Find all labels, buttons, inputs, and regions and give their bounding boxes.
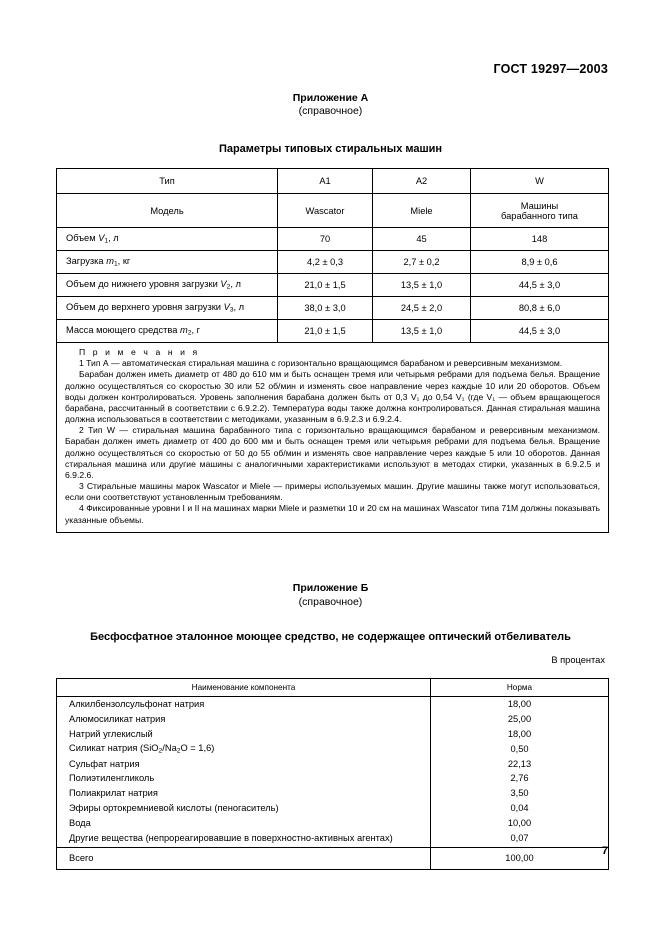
note-paragraph: 4 Фиксированные уровни I и II на машинах марки Miele и разметки 10 и 20 см на машинах Wascator типа 71М должны показывать указанные объемы. [65, 503, 600, 525]
component-name: Вода [57, 815, 431, 830]
param-value: 13,5 ± 1,0 [373, 320, 471, 343]
param-value: 44,5 ± 3,0 [471, 274, 609, 297]
component-name: Эфиры ортокремниевой кислоты (пеногаситель) [57, 801, 431, 816]
col-header-a1: A1 [278, 169, 373, 194]
param-value: 44,5 ± 3,0 [471, 320, 609, 343]
component-value: 3,50 [431, 786, 609, 801]
component-name: Сульфат натрия [57, 756, 431, 771]
param-value: 21,0 ± 1,5 [278, 320, 373, 343]
table-row [57, 679, 609, 697]
notes-heading: П р и м е ч а н и я [79, 347, 200, 357]
col-header-component: Наименование компонента [57, 679, 431, 697]
param-value: 13,5 ± 1,0 [373, 274, 471, 297]
appendix-b-heading: Бесфосфатное эталонное моющее средство, не содержащее оптический отбеливатель [90, 631, 571, 643]
total-row [57, 847, 609, 869]
param-value: 21,0 ± 1,5 [278, 274, 373, 297]
note-paragraph: 1 Тип А — автоматическая стиральная машина с горизонтально вращающимся барабаном и реверсивным механизмом. [79, 358, 563, 369]
param-value: 38,0 ± 3,0 [278, 297, 373, 320]
param-value: 45 [373, 228, 471, 251]
component-name: Полиакрилат натрия [57, 786, 431, 801]
param-value: 4,2 ± 0,3 [278, 251, 373, 274]
param-value: 2,7 ± 0,2 [373, 251, 471, 274]
list-item [57, 712, 609, 727]
col-header-w: W [471, 169, 609, 194]
component-name: Алюмосиликат натрия [57, 712, 431, 727]
component-value: 22,13 [431, 756, 609, 771]
param-value: 148 [471, 228, 609, 251]
list-item [57, 786, 609, 801]
note-paragraph: 3 Стиральные машины марок Wascator и Miele — примеры используемых машин. Другие машины также могут использоваться, если они соответствуют установленным требованиям. [65, 481, 600, 503]
appendix-a-title: Приложение А [292, 92, 369, 104]
component-value: 2,76 [431, 771, 609, 786]
component-name: Полиэтиленгликоль [57, 771, 431, 786]
table-row [57, 194, 609, 228]
table-row [57, 251, 609, 274]
list-item [57, 815, 609, 830]
appendix-a-subtitle: (справочное) [298, 105, 363, 117]
table-row [57, 297, 609, 320]
model-value: Wascator [278, 194, 373, 228]
component-name: Натрий углекислый [57, 727, 431, 742]
param-value: 24,5 ± 2,0 [373, 297, 471, 320]
component-value: 0,07 [431, 830, 609, 847]
note-paragraph: 2 Тип W — стиральная машина барабанного типа с горизонтально вращающимся барабаном и реверсивным механизмом. Барабан должен иметь диаметр от 400 до 600 мм и быть оснащен тремя или четырьмя ребрами для подъема белья. Вращение должно осуществляться со скоростью от 50 до 55 об/мин и изменять свое направление через каждые 5 или 10 оборотов. Данная стиральная машина или другие машины с аналогичными характеристиками используют в методах стирки, указанных в 6.9.2.5 и 6.9.2.6. [65, 425, 600, 480]
standard-number-header: ГОСТ 19297—2003 [493, 62, 608, 76]
appendix-b-title: Приложение Б [292, 582, 369, 594]
units-label: В процентах [551, 655, 605, 665]
param-value: 8,9 ± 0,6 [471, 251, 609, 274]
component-value: 18,00 [431, 697, 609, 712]
total-label: Всего [57, 847, 431, 869]
component-name: Алкилбензолсульфонат натрия [57, 697, 431, 712]
list-item [57, 771, 609, 786]
table-row [57, 169, 609, 194]
notes-cell [57, 343, 609, 533]
total-value: 100,00 [431, 847, 609, 869]
param-label: Объем $V_1$, л [57, 228, 278, 251]
param-label: Объем до нижнего уровня загрузки $V_2$, л [57, 274, 278, 297]
table-row [57, 320, 609, 343]
table-row [57, 274, 609, 297]
param-label: Объем до верхнего уровня загрузки $V_3$, л [57, 297, 278, 320]
list-item [57, 801, 609, 816]
detergent-composition-table [56, 678, 609, 870]
note-paragraph: Барабан должен иметь диаметр от 480 до 610 мм и быть оснащен тремя или четырьмя ребрами для подъема белья. Вращение должно осуществляться со скоростью 30 или 52 об/мин и изменять свое направление через каждые 10 или 20 оборотов. Объем воды должен контролироваться. Уровень заполнения барабана должен быть от 0,3 V₁ до 0,54 V₁ (где V₁ — объем вращающегося барабана, рассчитанный в соответствии с 6.9.2.2). Температура воды также должна контролироваться. Данная стиральная машина должна использоваться в соответствии с методиками, указанным в 6.9.2.3 и 6.9.2.4. [65, 369, 600, 425]
appendix-a-heading: Параметры типовых стиральных машин [218, 143, 443, 155]
list-item [57, 756, 609, 771]
machine-parameters-table [56, 168, 609, 533]
col-header-norm: Норма [431, 679, 609, 697]
col-header-a2: A2 [373, 169, 471, 194]
param-label: Масса моющего средства $m_2$, г [57, 320, 278, 343]
component-name: Другие вещества (непрореагировавшие в поверхностно-активных агентах) [57, 830, 431, 847]
list-item [57, 830, 609, 847]
appendix-b-subtitle: (справочное) [298, 596, 363, 608]
component-value: 18,00 [431, 727, 609, 742]
component-value: 25,00 [431, 712, 609, 727]
component-name: Силикат натрия $(SiO_2/Na_2O = 1,6)$ [57, 741, 431, 756]
param-label: Загрузка $m_1$, кг [57, 251, 278, 274]
component-value: 0,04 [431, 801, 609, 816]
component-value: 10,00 [431, 815, 609, 830]
notes-row [57, 343, 609, 533]
param-value: 80,8 ± 6,0 [471, 297, 609, 320]
list-item [57, 727, 609, 742]
list-item [57, 741, 609, 756]
param-value: 70 [278, 228, 373, 251]
page-number: 7 [601, 845, 608, 857]
model-value: Miele [373, 194, 471, 228]
component-value: 0,50 [431, 741, 609, 756]
table-row [57, 228, 609, 251]
col-header-type: Тип [57, 169, 278, 194]
list-item [57, 697, 609, 712]
model-value: Машины барабанного типа [471, 194, 609, 228]
model-label: Модель [57, 194, 278, 228]
